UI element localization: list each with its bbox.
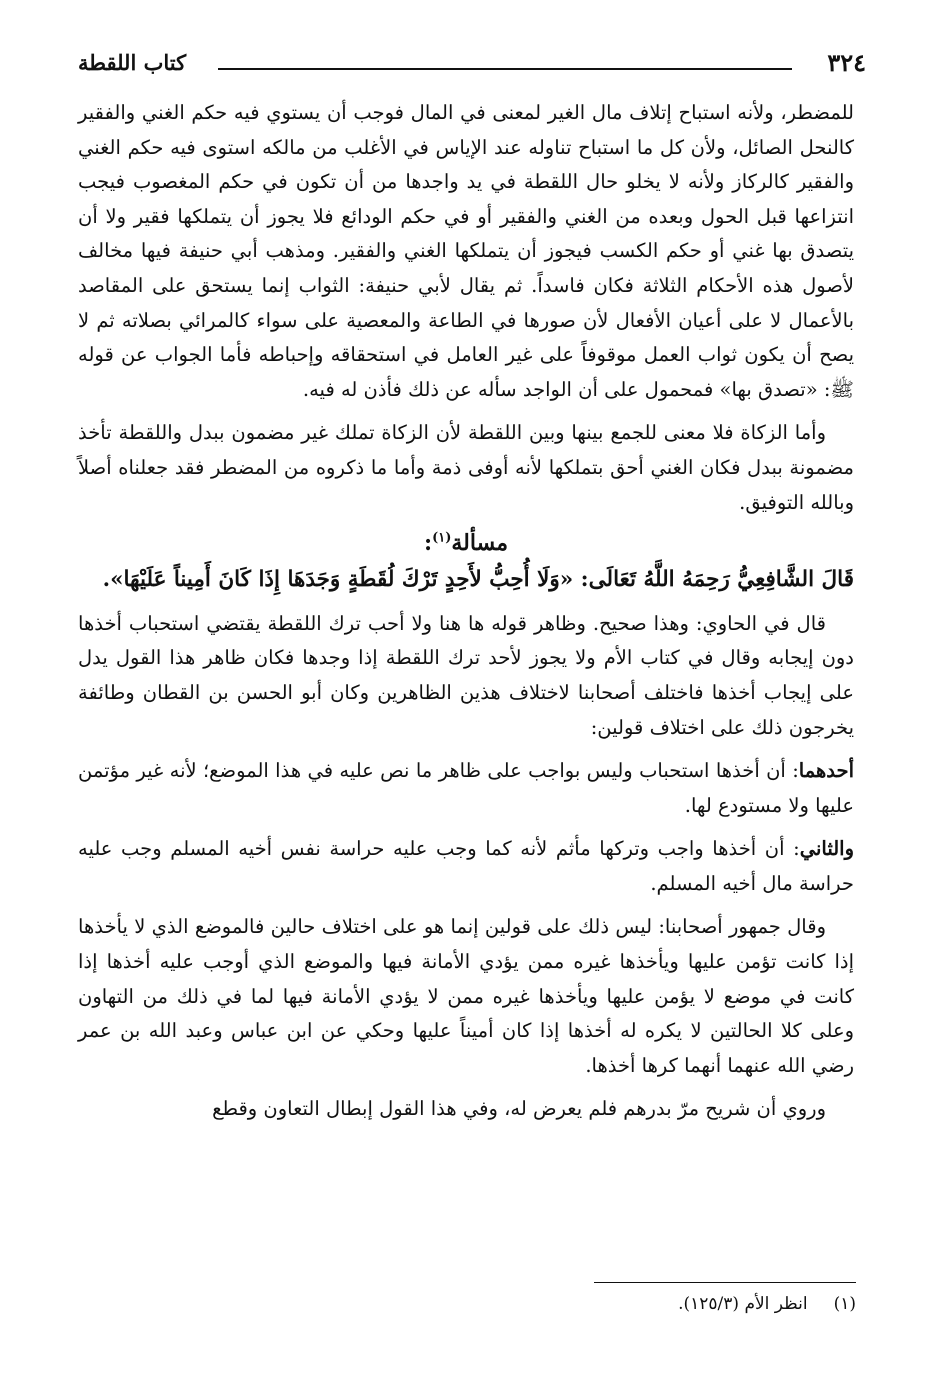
footnote-rule xyxy=(594,1282,856,1283)
header-rule xyxy=(218,68,792,70)
page-number: ٣٢٤ xyxy=(827,48,866,77)
opinion-two-lead: والثاني xyxy=(799,837,854,861)
paragraph: وروي أن شريح مرّ بدرهم فلم يعرض له، وفي هذا القول إبطال التعاون وقطع xyxy=(212,1097,826,1121)
masala-title: مسألة xyxy=(451,530,509,557)
footnote-number: (١) xyxy=(833,1294,856,1314)
footnote-reference: (١) xyxy=(432,530,452,546)
opinion-one xyxy=(78,754,854,823)
page-body xyxy=(78,96,854,1127)
paragraph: قال في الحاوي: وهذا صحيح. وظاهر قوله ها هنا ولا أحب ترك اللقطة يقتضي استحباب أخذها دون إيجابه وقال في كتاب الأم ولا يجوز لأحد ترك اللقطة إذا وجدها فكان ظاهر هذا القول يدل على إيجاب أخذها فاختلف أصحابنا لاختلاف هذين الظاهرين وكان أبو الحسن بن القطان وطائفة يخرجون ذلك على اختلاف قولين: xyxy=(78,611,854,739)
opinion-two-text: : أن أخذها واجب وتركها مأثم لأنه كما وجب عليه حراسة نفس أخيه المسلم وجب عليه حراسة مال أخيه المسلم. xyxy=(78,837,854,895)
shafii-quote: قَالَ الشَّافِعِيُّ رَحِمَهُ اللَّهُ تَعَالَى: «وَلَا أُحِبُّ لأَحِدٍ تَرْكَ لُقَطَةٍ وَجَدَهَا إِذَا كَانَ أَمِيناً عَلَيْهَا». xyxy=(102,566,854,592)
paragraph: وأما الزكاة فلا معنى للجمع بينها وبين اللقطة لأن الزكاة تملك غير مضمون ببدل واللقطة تأخذ مضمونة ببدل فكان الغني أحق بتملكها لأنه أوفى ذمة وأما ما ذكروه من المضطر فقد جعلناه أصلاً وبالله التوفيق. xyxy=(78,421,854,514)
masala-heading xyxy=(78,526,854,561)
opinion-one-lead: أحدهما xyxy=(798,759,854,783)
opinion-two xyxy=(78,832,854,901)
opinion-one-text: : أن أخذها استحباب وليس بواجب على ظاهر ما نص عليه في هذا الموضع؛ لأنه غير مؤتمن عليها ولا مستودع لها. xyxy=(78,759,854,817)
footnote xyxy=(678,1294,856,1314)
page-header xyxy=(78,48,866,88)
footnote-text: انظر الأم (١٢٥/٣). xyxy=(678,1294,808,1314)
running-title: كتاب اللقطة xyxy=(78,50,187,75)
paragraph: وقال جمهور أصحابنا: ليس ذلك على قولين إنما هو على اختلاف حالين فالموضع الذي لا يأخذها إذا كانت تؤمن عليها ويأخذها غيره ممن يؤدي الأمانة فيها والموضع الذي أوجب عليه أخذها إذا كانت في موضع لا يؤمن عليها ويأخذها غيره ممن لا يؤدي الأمانة فيها لما في ذلك من التهاون وعلى كلا الحالتين لا يكره له أخذها إذا كان أميناً عليها وحكي عن ابن عباس وعبد الله بن عمر رضي الله عنهما أنهما كرها أخذها. xyxy=(78,915,854,1077)
paragraph: للمضطر، ولأنه استباح إتلاف مال الغير لمعنى في المال فوجب أن يستوي فيه حكم الغني والفقير كالنحل الصائل، ولأن كل ما استباح تناوله عند الإياس في الأغلب من مالكه استوى فيه حكم الغني والفقير كالركاز ولأنه لا يخلو حال اللقطة في يد واجدها من أن تكون في حكم المغصوب فيجب انتزاعها قبل الحول وبعده من الغني والفقير أو في حكم الودائع فلا يجوز أن يتملكها فقير ولا أن يتصدق بها غني أو حكم الكسب فيجوز أن يتملكها الغني والفقير. ومذهب أبي حنيفة فيها مخالف لأصول هذه الأحكام الثلاثة فكان فاسداً. ثم يقال لأبي حنيفة: الثواب إنما يستحق على المقاصد بالأعمال لا على أعيان الأفعال لأن صورها في الطاعة والمعصية على سواء كالمرائي بصلاته ثم لا يصح أن يكون ثواب العمل موقوفاً على غير العامل في استحقاقه وإحباطه فأما الجواب عن قوله ﷺ: «تصدق بها» فمحمول على أن الواجد سأله عن ذلك فأذن له فيه. xyxy=(78,101,855,401)
masala-colon: : xyxy=(423,530,433,557)
